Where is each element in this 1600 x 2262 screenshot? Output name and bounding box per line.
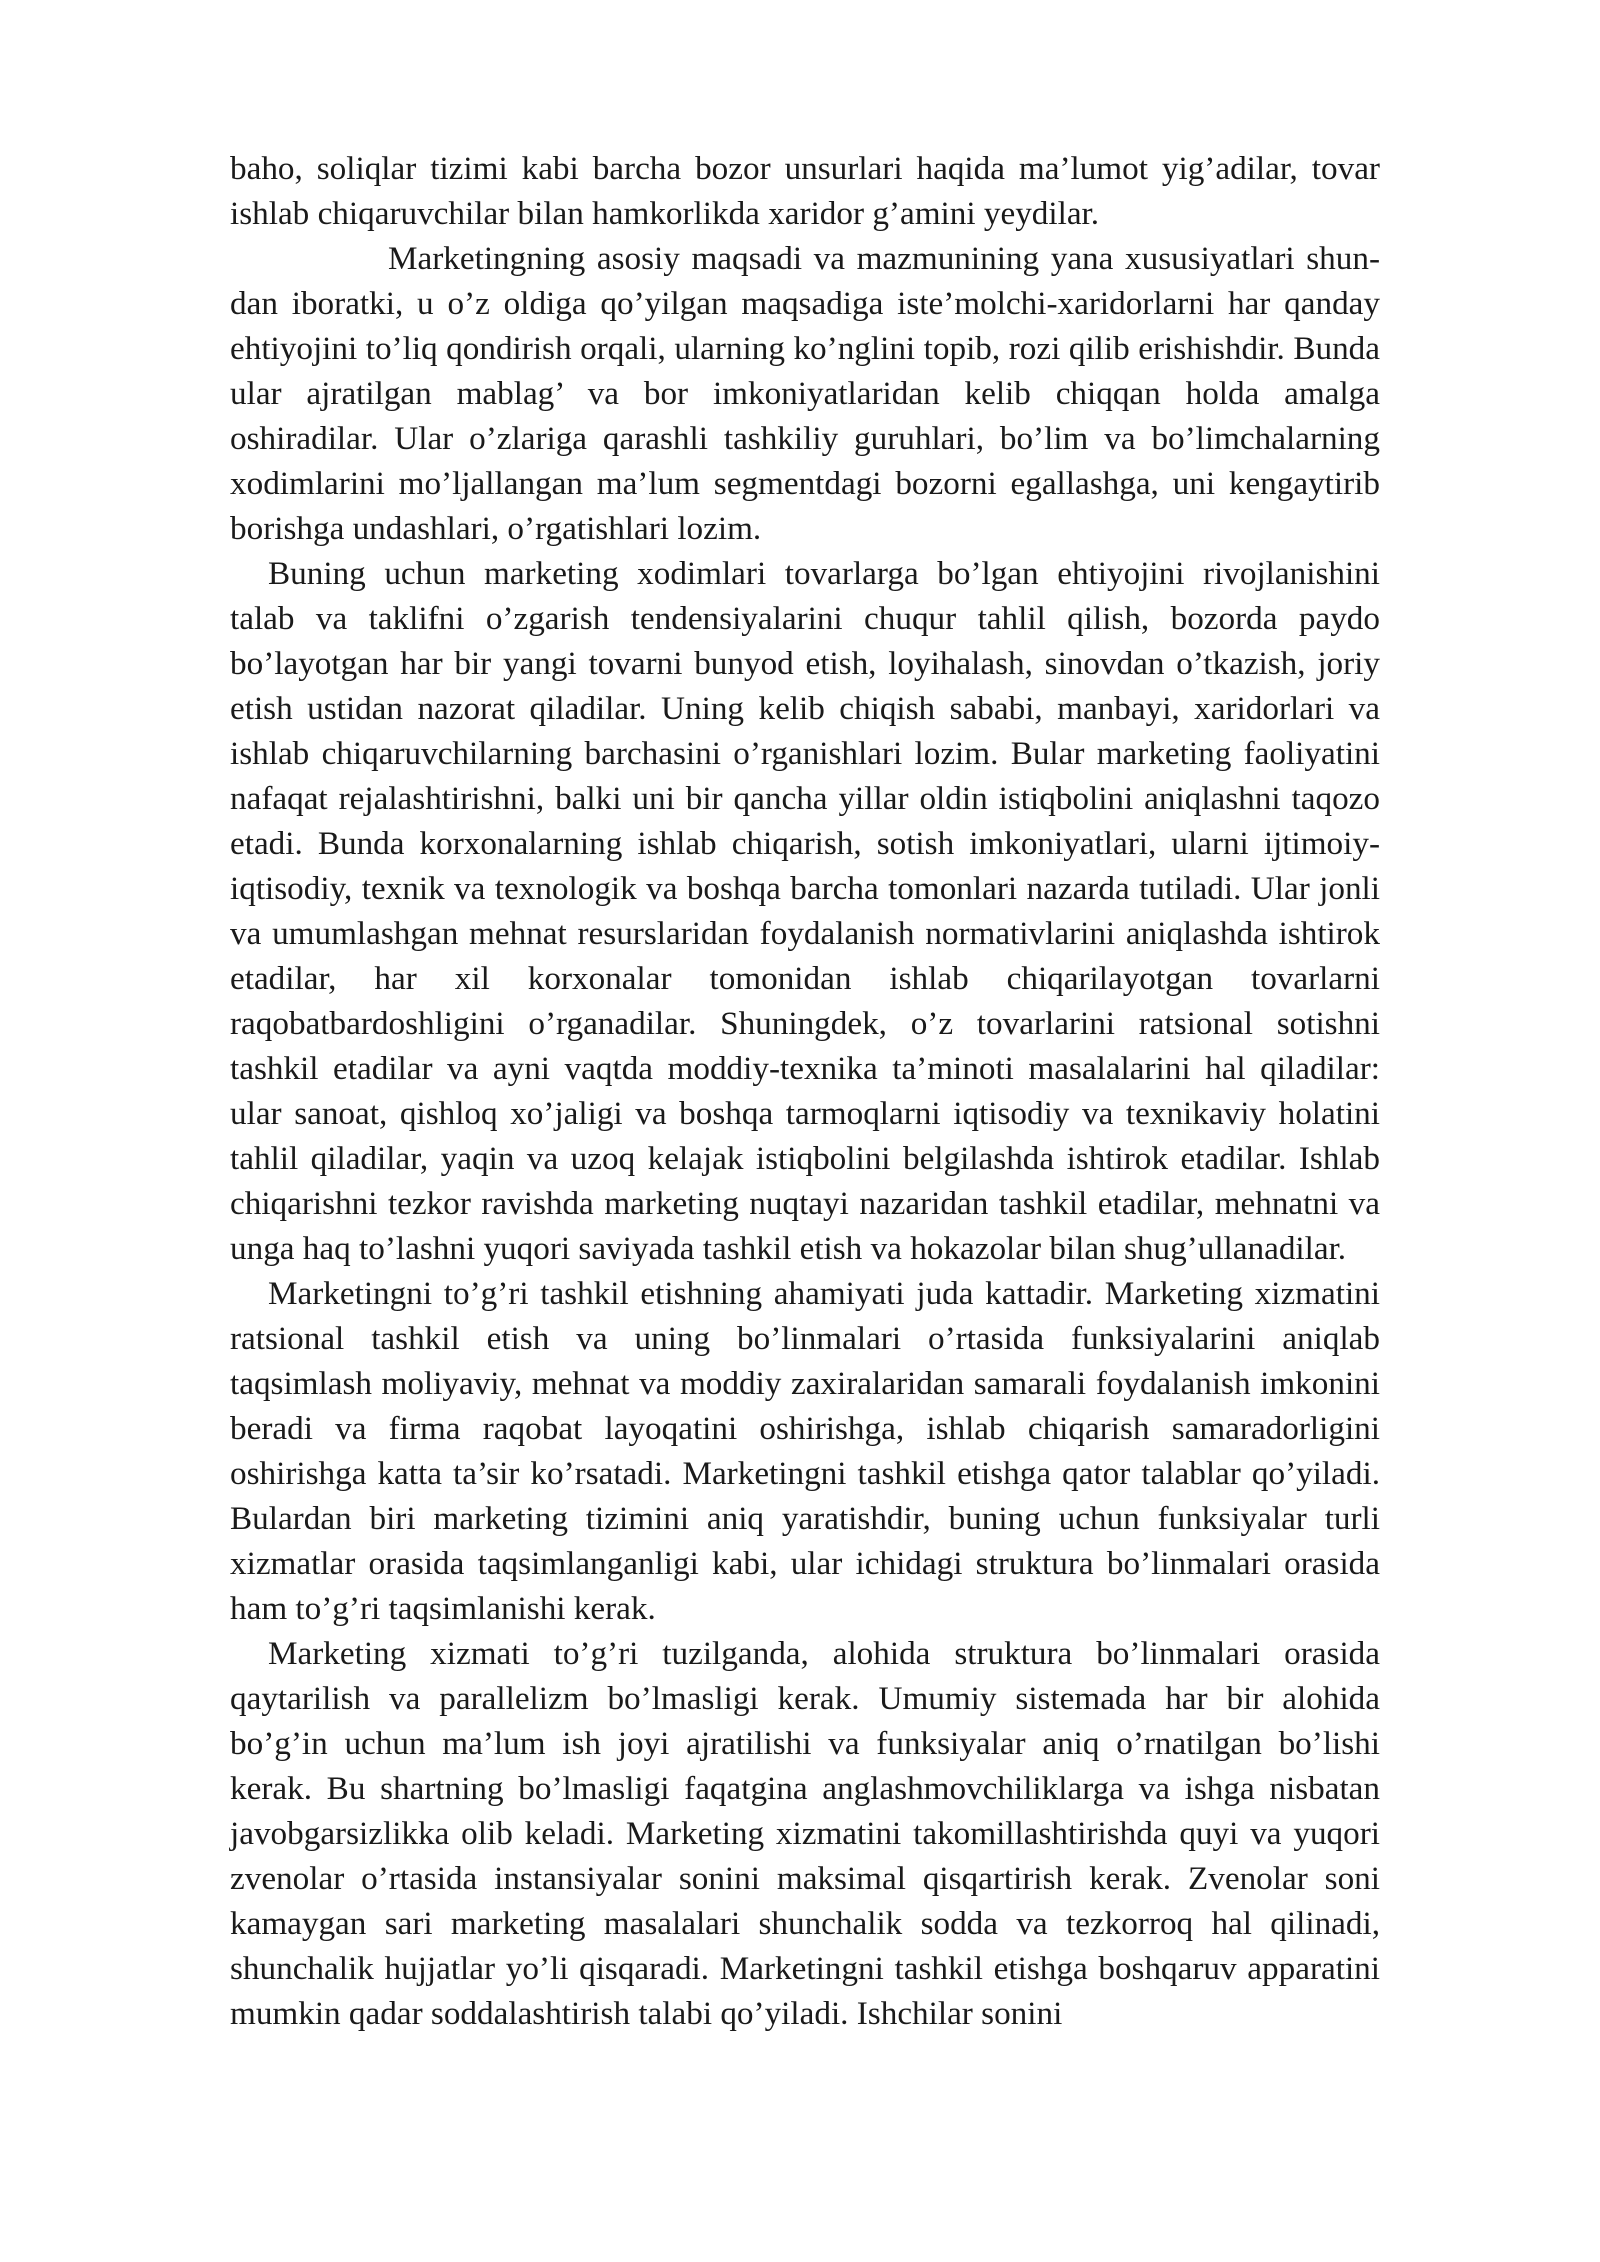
paragraph-marketing-goal: Marketingning asosiy maqsadi va mazmunining yana xususiyatlari shundan iboratki, u o’z oldiga qo’yilgan maqsadiga iste’molchi-xaridorlarni har qanday ehtiyojini to’liq qondirish orqali, ularning ko’nglini topib, rozi qilib erishishdir. Bunda ular ajratilgan mablag’ va bor imkoniyatlaridan kelib chiqqan holda amalga oshiradilar. Ular o’zlariga qarashli tashkiliy guruhlari, bo’lim va bo’limchalarning xodimlarini mo’ljallangan ma’lum segmentdagi bozorni egallashga, uni kengaytirib borishga undashlari, o’rgatishlari lozim. bbox=[230, 240, 1380, 547]
paragraph-marketing-organization: Marketingni to’g’ri tashkil etishning ahamiyati juda kattadir. Marketing xizmatini ratsional tashkil etish va uning bo’linmalari o’rtasida funksiyalarini aniqlab taqsimlash moliyaviy, mehnat va moddiy zaxiralaridan samarali foydalanish imkonini beradi va firma raqobat layoqatini oshirishga, ishlab chiqarish samaradorligini oshirishga katta ta’sir ko’rsatadi. Marketingni tashkil etishga qator talablar qo’yiladi. Bulardan biri marketing tizimini aniq yaratishdir, buning uchun funksiyalar turli xizmatlar orasida taqsimlanganligi kabi, ular ichidagi struktura bo’linmalari orasida ham to’g’ri taqsimlanishi kerak. bbox=[230, 1275, 1380, 1627]
document-page bbox=[230, 146, 1380, 2036]
paragraph-marketing-staff: Buning uchun marketing xodimlari tovarlarga bo’lgan ehtiyojini rivojlanishini talab va taklifni o’zgarish tendensiyalarini chuqur tahlil qilish, bozorda paydo bo’layotgan har bir yangi tovarni bunyod etish, loyihalash, sinovdan o’tkazish, joriy etish ustidan nazorat qiladilar. Uning kelib chiqish sababi, manbayi, xaridorlari va ishlab chiqaruvchilarning barchasini o’rganishlari lozim. Bular marketing faoliyatini nafaqat rejalashtirishni, balki uni bir qancha yillar oldin istiqbolini aniqlashni taqozo etadi. Bunda korxonalarning ishlab chiqarish, sotish imkoniyatlari, ularni ijtimoiy-iqtisodiy, texnik va texnologik va boshqa barcha tomonlari nazarda tutiladi. Ular jonli va umumlashgan mehnat resurslaridan foydalanish normativlarini aniqlashda ishtirok etadilar, har xil korxonalar tomonidan ishlab chiqarilayotgan tovarlarni raqobatbardoshligini o’rganadilar. Shuningdek, o’z tovarlarini ratsional sotishni tashkil etadilar va ayni vaqtda moddiy-​texnika ta’minoti masalalarini hal qiladilar: ular sanoat, qishloq xo’jaligi va boshqa tarmoqlarni iqtisodiy va texnikaviy holatini tahlil qiladilar, yaqin va uzoq kelajak istiqbolini belgilashda ishtirok etadilar. Ishlab chiqarishni tezkor ravishda marketing nuqtayi nazaridan tashkil etadilar, mehnatni va unga haq to’lashni yuqori saviyada tashkil etish va hokazolar bilan shug’ullanadilar. bbox=[230, 555, 1380, 1267]
paragraph-marketing-service: Marketing xizmati to’g’ri tuzilganda, alohida struktura bo’linmalari orasida qaytarilish va parallelizm bo’lmasligi kerak. Umumiy sistemada har bir alohida bo’g’in uchun ma’lum ish joyi ajratilishi va funksiyalar aniq o’rnatilgan bo’lishi kerak. Bu shartning bo’lmasligi faqatgina anglashmovchiliklarga va ishga nisbatan javobgarsizlikka olib keladi. Marketing xizmatini takomillashtirishda quyi va yuqori zvenolar o’rtasida instansiyalar sonini maksimal qisqartirish kerak. Zvenolar soni kamaygan sari marketing masalalari shunchalik sodda va tezkorroq hal qilinadi, shunchalik hujjatlar yo’li qisqaradi. Marketingni tashkil etishga boshqaruv apparatini mumkin qadar soddalashtirish talabi qo’yiladi. Ishchilar sonini bbox=[230, 1635, 1380, 2032]
paragraph-continuation: baho, soliqlar tizimi kabi barcha bozor unsurlari haqida ma’lumot yig’adilar, tovar ishlab chiqaruvchilar bilan hamkorlikda xaridor g’amini yeydilar. bbox=[230, 150, 1380, 232]
